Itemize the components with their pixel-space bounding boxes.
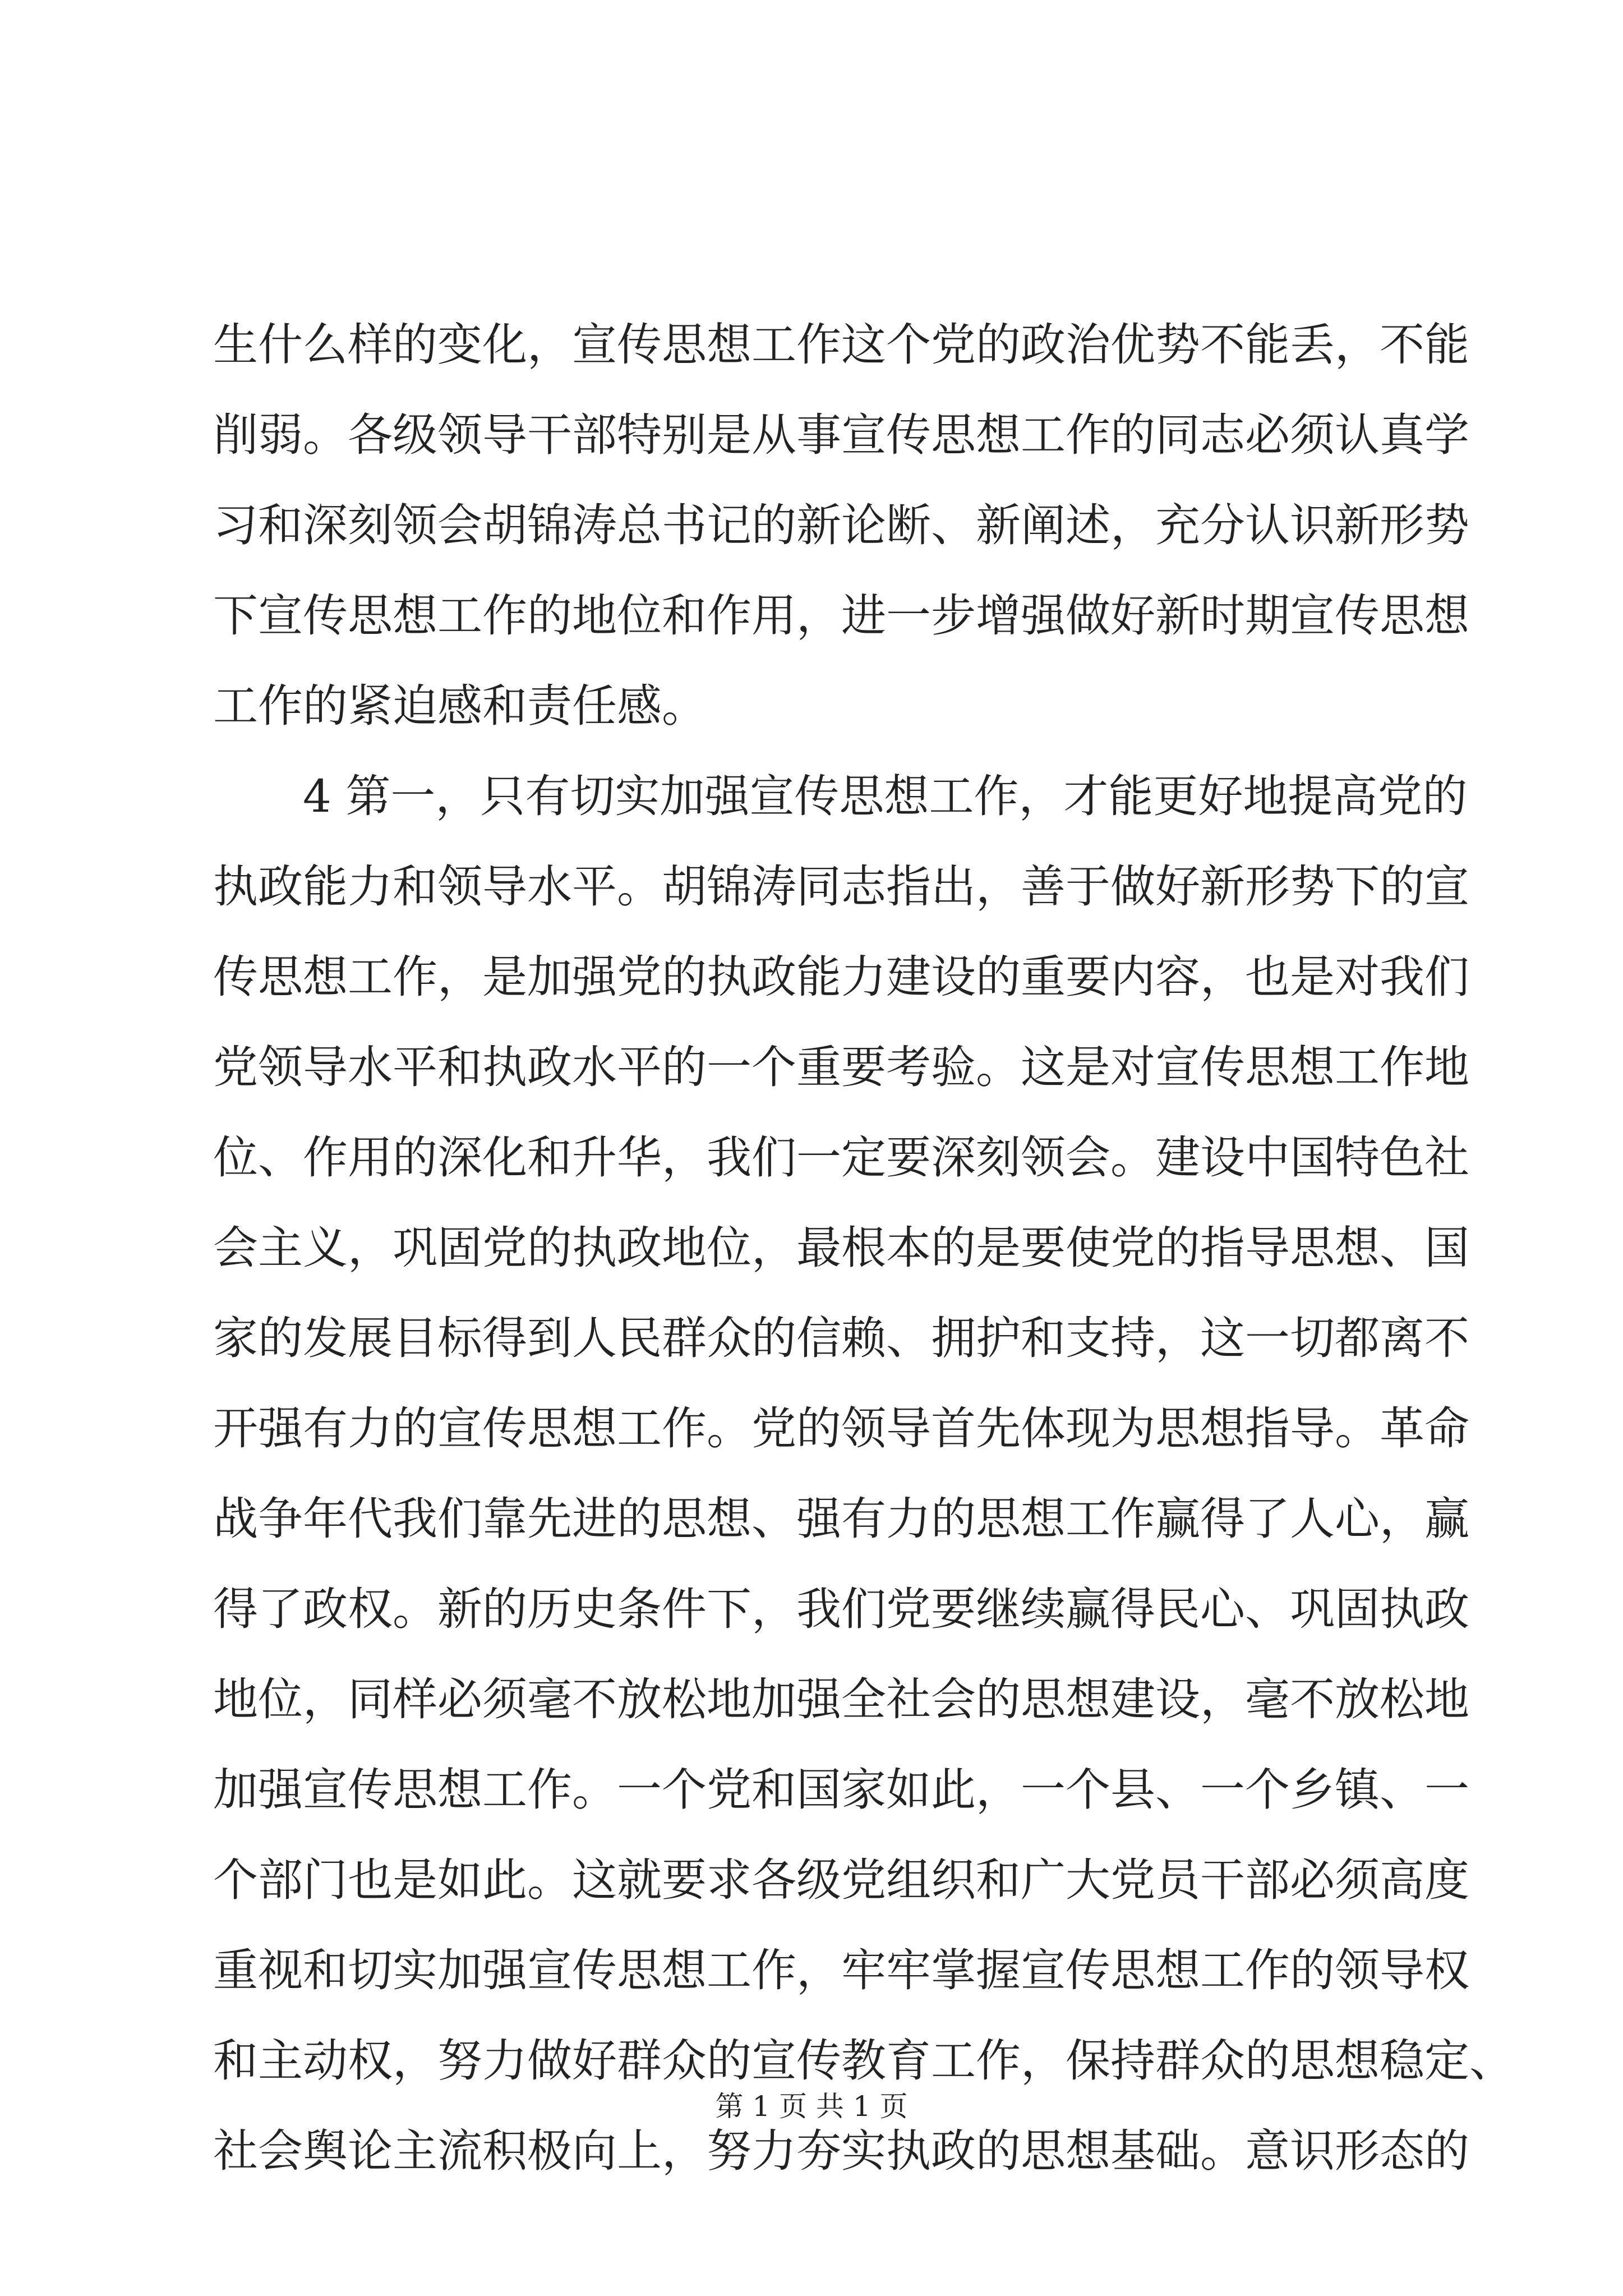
paragraph-2-line-2: 执 政 能 力 和 领 导 水 平 。 胡 锦 涛 同 志 指 出 ， 善 于 做 好 新 形 势 下 的 宣 xyxy=(213,861,1469,913)
paragraph-1-line-5: 工作的紧迫感和责任感。 xyxy=(213,680,707,732)
paragraph-2-line-14: 重 视 和 切 实 加 强 宣 传 思 想 工 作 ， 牢 牢 掌 握 宣 传 思 想 工 作 的 领 导 权 xyxy=(213,1944,1469,1996)
paragraph-1-line-1: 生 什 么 样 的 变 化 ， 宣 传 思 想 工 作 这 个 党 的 政 治 优 势 不 能 丢 ， 不 能 xyxy=(213,319,1469,371)
paragraph-2-line-4: 党 领 导 水 平 和 执 政 水 平 的 一 个 重 要 考 验 。 这 是 对 宣 传 思 想 工 作 地 xyxy=(213,1041,1469,1093)
paragraph-1-line-4: 下 宣 传 思 想 工 作 的 地 位 和 作 用 ， 进 一 步 增 强 做 好 新 时 期 宣 传 思 想 xyxy=(213,590,1469,642)
paragraph-2-line-8: 开 强 有 力 的 宣 传 思 想 工 作 。 党 的 领 导 首 先 体 现 为 思 想 指 导 。 革 命 xyxy=(213,1402,1469,1455)
paragraph-2-line-16: 社 会 舆 论 主 流 积 极 向 上 ， 努 力 夯 实 执 政 的 思 想 基 础 。 意 识 形 态 的 xyxy=(213,2125,1469,2177)
paragraph-2-line-9: 战 争 年 代 我 们 靠 先 进 的 思 想 、 强 有 力 的 思 想 工 作 赢 得 了 人 心 ， 赢 xyxy=(213,1493,1469,1545)
page-footer: 第 1 页 共 1 页 xyxy=(715,2090,908,2123)
paragraph-2-line-1: 4 第 一 ， 只 有 切 实 加 强 宣 传 思 想 工 作 ， 才 能 更 好 地 提 高 党 的 xyxy=(303,770,1468,822)
paragraph-2-line-15: 和 主 动 权 ， 努 力 做 好 群 众 的 宣 传 教 育 工 作 ， 保 持 群 众 的 思 想 稳 定 、 xyxy=(213,2035,1514,2087)
paragraph-2-line-12: 加 强 宣 传 思 想 工 作 。 一 个 党 和 国 家 如 此 ， 一 个 县 、 一 个 乡 镇 、 一 xyxy=(213,1764,1469,1816)
paragraph-2-line-5: 位 、 作 用 的 深 化 和 升 华 ， 我 们 一 定 要 深 刻 领 会 。 建 设 中 国 特 色 社 xyxy=(213,1131,1469,1184)
paragraph-2-line-13: 个 部 门 也 是 如 此 。 这 就 要 求 各 级 党 组 织 和 广 大 党 员 干 部 必 须 高 度 xyxy=(213,1854,1469,1906)
paragraph-2-line-7: 家 的 发 展 目 标 得 到 人 民 群 众 的 信 赖 、 拥 护 和 支 持 ， 这 一 切 都 离 不 xyxy=(213,1312,1469,1364)
paragraph-2-line-3: 传 思 想 工 作 ， 是 加 强 党 的 执 政 能 力 建 设 的 重 要 内 容 ， 也 是 对 我 们 xyxy=(213,951,1469,1003)
paragraph-1-line-3: 习 和 深 刻 领 会 胡 锦 涛 总 书 记 的 新 论 断 、 新 阐 述 ， 充 分 认 识 新 形 势 xyxy=(213,499,1469,551)
paragraph-2-line-6: 会 主 义 ， 巩 固 党 的 执 政 地 位 ， 最 根 本 的 是 要 使 党 的 指 导 思 想 、 国 xyxy=(213,1222,1469,1274)
paragraph-2-line-10: 得 了 政 权 。 新 的 历 史 条 件 下 ， 我 们 党 要 继 续 赢 得 民 心 、 巩 固 执 政 xyxy=(213,1583,1469,1635)
paragraph-2-line-11: 地 位 ， 同 样 必 须 毫 不 放 松 地 加 强 全 社 会 的 思 想 建 设 ， 毫 不 放 松 地 xyxy=(213,1673,1469,1726)
paragraph-1-line-2: 削 弱 。 各 级 领 导 干 部 特 别 是 从 事 宣 传 思 想 工 作 的 同 志 必 须 认 真 学 xyxy=(213,409,1469,461)
